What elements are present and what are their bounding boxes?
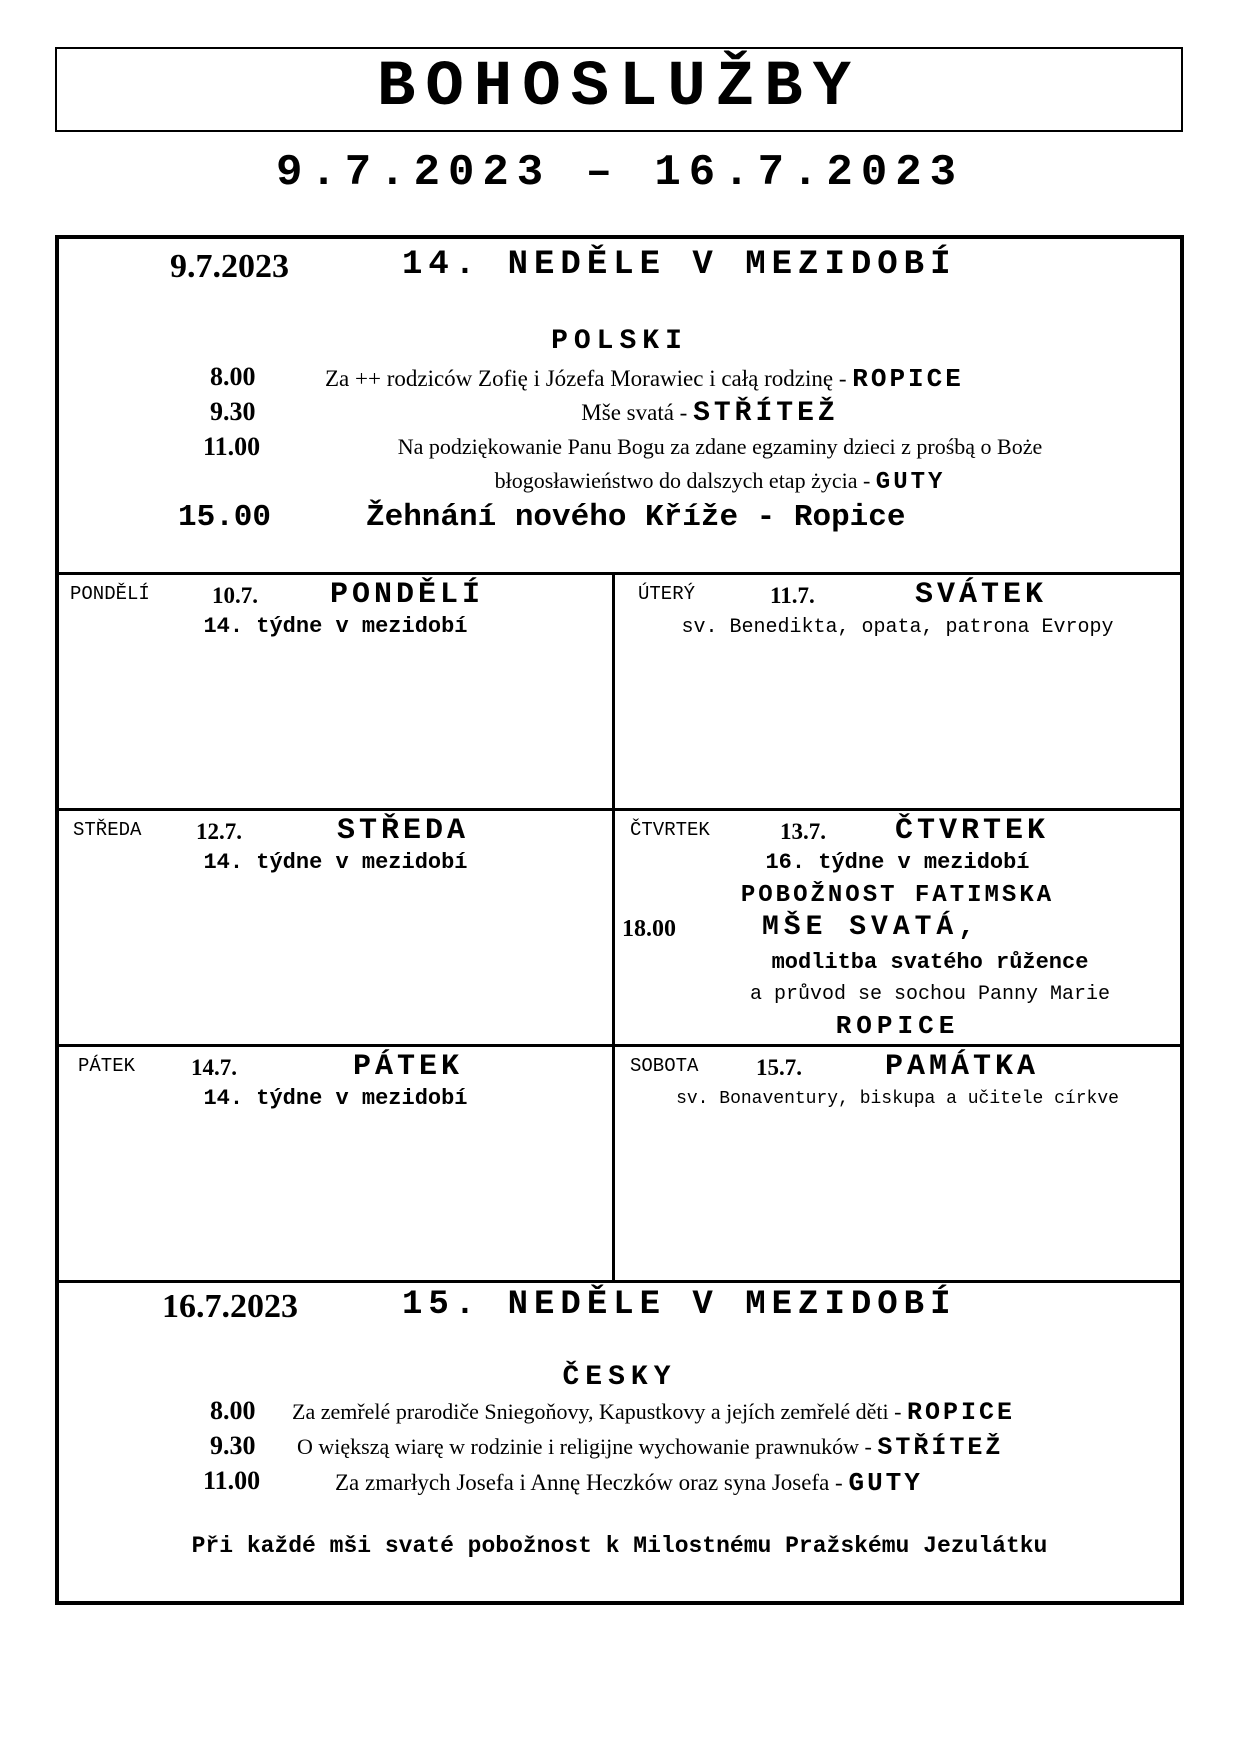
day-title: PÁTEK <box>353 1050 464 1084</box>
mass-text: Za zmarłych Josefa i Annę Heczków oraz syna Josefa - <box>335 1470 843 1495</box>
mass-title: MŠE SVATÁ, <box>762 912 981 943</box>
day-title: ČTVRTEK <box>895 814 1050 848</box>
day-title: SVÁTEK <box>915 578 1048 612</box>
day-abbrev: STŘEDA <box>73 819 142 841</box>
day-title: STŘEDA <box>337 814 470 848</box>
mass-time: 18.00 <box>622 916 676 942</box>
mass-intention <box>335 1468 923 1498</box>
day-abbrev: ÚTERÝ <box>638 583 696 605</box>
sunday-date: 9.7.2023 <box>170 248 289 285</box>
day-date: 10.7. <box>212 583 258 608</box>
mass-text: Na podziękowanie Panu Bogu za zdane egzaminy dzieci z prośbą o Boże <box>397 434 1043 459</box>
day-line: 14. týdne v mezidobí <box>203 850 468 875</box>
day-title: PAMÁTKA <box>885 1050 1040 1084</box>
mass-text: Za ++ rodziców Zofię i Józefa Morawiec i całą rodzinę - <box>325 366 847 391</box>
day-date: 12.7. <box>196 819 242 844</box>
day-date: 11.7. <box>770 583 815 608</box>
mass-text: Za zemřelé prarodiče Sniegoňovy, Kapustkovy a jejích zemřelé děti - <box>292 1399 902 1424</box>
sunday-name: 14. NEDĚLE V MEZIDOBÍ <box>402 246 957 284</box>
divider <box>59 1044 1180 1047</box>
mass-time: 11.00 <box>203 432 261 461</box>
mass-text: błogosławieństwo do dalszych etap życia - <box>494 468 871 493</box>
mass-time: 9.30 <box>210 1431 256 1460</box>
language-heading: ČESKY <box>562 1362 677 1393</box>
page-title: BOHOSLUŽBY <box>376 52 862 124</box>
mass-intention <box>325 364 964 394</box>
divider <box>59 1280 1180 1283</box>
column-divider <box>612 574 615 1280</box>
day-line: a průvod se sochou Panny Marie <box>749 983 1111 1006</box>
day-line: modlitba svatého růžence <box>771 950 1089 975</box>
footer-note: Při každé mši svaté pobožnost k Milostnému Pražskému Jezulátku <box>191 1533 1048 1559</box>
day-abbrev: PONDĚLÍ <box>70 583 150 605</box>
day-abbrev: SOBOTA <box>630 1055 699 1077</box>
mass-intention <box>320 468 1120 496</box>
mass-place: ROPICE <box>852 364 964 394</box>
mass-place: ROPICE <box>835 1011 960 1041</box>
event-text: Žehnání nového Kříže - Ropice <box>366 500 906 535</box>
day-abbrev: ČTVRTEK <box>630 819 710 841</box>
day-line: 14. týdne v mezidobí <box>203 614 468 639</box>
day-line: sv. Benedikta, opata, patrona Evropy <box>681 616 1114 639</box>
mass-text: Mše svatá - <box>581 400 688 425</box>
language-heading: POLSKI <box>551 326 688 357</box>
mass-time: 8.00 <box>210 362 256 391</box>
sunday-date: 16.7.2023 <box>162 1288 298 1325</box>
event-time: 15.00 <box>178 500 272 535</box>
mass-place: ROPICE <box>906 1398 1015 1427</box>
mass-time: 9.30 <box>210 397 256 426</box>
sunday-name: 15. NEDĚLE V MEZIDOBÍ <box>402 1286 957 1324</box>
mass-place: GUTY <box>875 469 946 496</box>
day-line: 16. týdne v mezidobí <box>765 850 1030 875</box>
divider <box>59 572 1180 575</box>
mass-place: GUTY <box>848 1468 923 1498</box>
day-line: POBOŽNOST FATIMSKA <box>740 882 1055 909</box>
mass-intention <box>400 398 1020 429</box>
mass-time: 11.00 <box>203 1466 261 1495</box>
divider <box>59 808 1180 811</box>
day-line: 14. týdne v mezidobí <box>203 1086 468 1111</box>
day-date: 14.7. <box>191 1055 237 1080</box>
mass-time: 8.00 <box>210 1396 256 1425</box>
mass-place: STŘÍTEŽ <box>877 1433 1004 1462</box>
day-abbrev: PÁTEK <box>78 1055 136 1077</box>
date-range: 9.7.2023 – 16.7.2023 <box>275 148 965 198</box>
day-line: sv. Bonaventury, biskupa a učitele církve <box>676 1089 1119 1109</box>
day-date: 15.7. <box>756 1055 802 1080</box>
day-title: PONDĚLÍ <box>330 578 485 612</box>
day-date: 13.7. <box>780 819 826 844</box>
mass-place: STŘÍTEŽ <box>693 398 839 429</box>
mass-intention <box>297 1433 1003 1462</box>
mass-text: O większą wiarę w rodzinie i religijne wychowanie prawnuków - <box>297 1434 872 1459</box>
mass-intention <box>292 1398 1015 1427</box>
